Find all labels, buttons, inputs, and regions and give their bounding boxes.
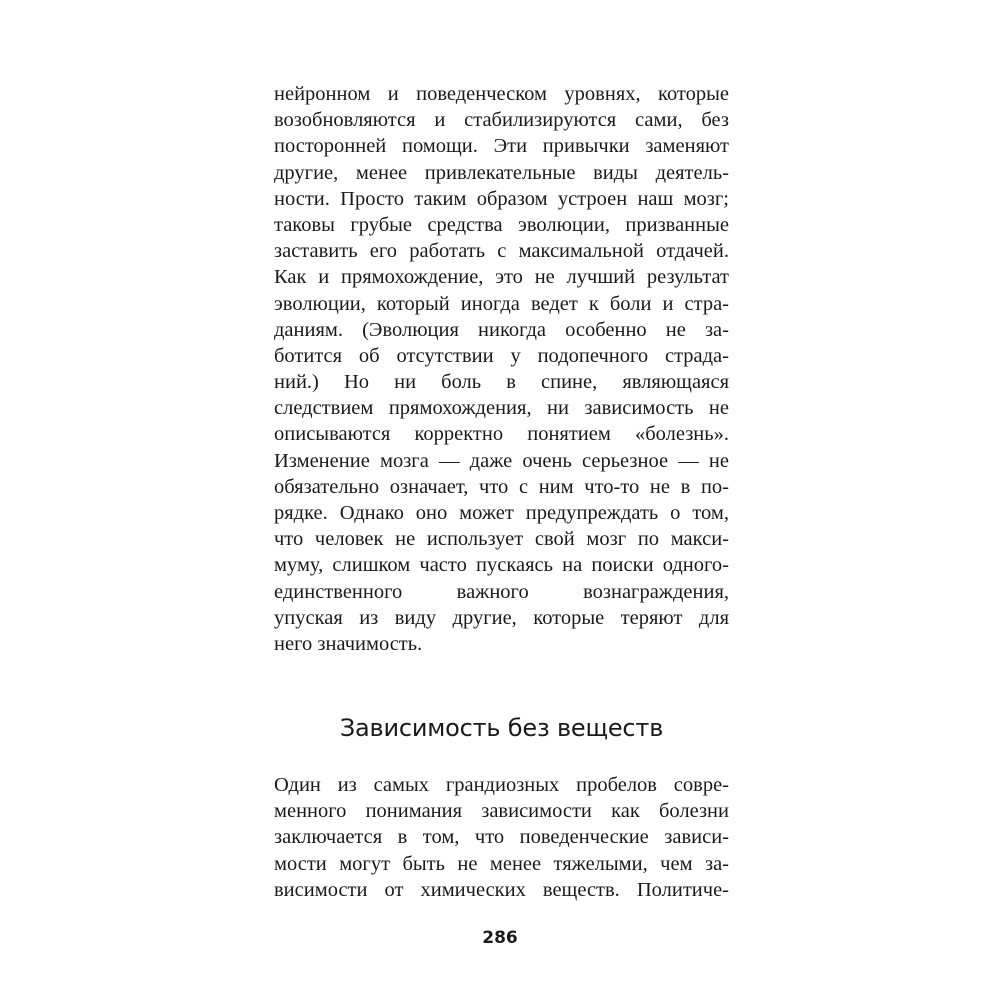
text-line: менного понимания зависимости как болезни [274,800,729,823]
text-line: единственного важного вознаграждения, [274,580,729,603]
text-line: заключается в том, что поведенческие зависи- [274,826,729,849]
text-line: следствием прямохождения, ни зависимость не [274,397,729,420]
text-line: Как и прямохождение, это не лучший результат [274,266,729,289]
body-paragraph-1 [274,81,729,657]
text-line: висимости от химических веществ. Политиче- [274,878,729,901]
text-line: ботится об отсутствии у подопечного страда- [274,344,729,367]
text-line: таковы грубые средства эволюции, призванные [274,213,729,236]
text-line: мости могут быть не менее тяжелыми, чем за- [274,852,729,875]
text-line: посторонней помощи. Эти привычки заменяют [274,135,729,158]
text-line: муму, слишком часто пускаясь на поиски одного- [274,554,729,577]
text-line: заставить его работать с максимальной отдачей. [274,240,729,263]
text-line: эволюции, который иногда ведет к боли и стра- [274,292,729,315]
page-number: 286 [482,928,518,948]
text-line: даниям. (Эволюция никогда особенно не за- [274,318,729,341]
text-line: ности. Просто таким образом устроен наш мозг; [274,187,729,210]
text-line: него значимость. [274,632,423,655]
text-line: ний.) Но ни боль в спине, являющаяся [274,371,729,394]
text-line: что человек не использует свой мозг по макси- [274,528,729,551]
text-line: другие, менее привлекательные виды деятель- [274,161,729,184]
body-paragraph-2 [274,772,729,903]
text-line: Изменение мозга — даже очень серьезное — не [274,449,729,472]
text-line: возобновляются и стабилизируются сами, без [274,109,729,132]
text-line: обязательно означает, что с ним что-то не в по- [274,475,729,498]
section-heading: Зависимость без веществ [339,714,664,742]
text-line: Один из самых грандиозных пробелов совре- [274,774,729,796]
text-line: рядке. Однако оно может предупреждать о том, [274,502,729,524]
text-line: упуская из виду другие, которые теряют для [274,606,729,629]
text-line: описываются корректно понятием «болезнь». [274,423,729,446]
text-line: нейронном и поведенческом уровнях, которые [274,83,729,105]
